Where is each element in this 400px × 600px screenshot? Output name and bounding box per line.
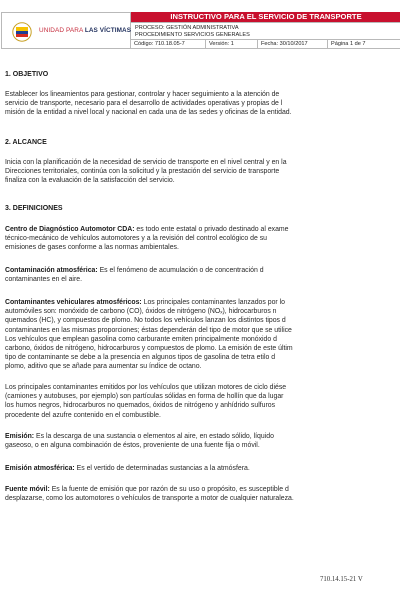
- document-meta-row: [131, 39, 400, 50]
- definition-term: Fuente móvil:: [5, 486, 50, 493]
- text-line: Los vehículos que emplean gasolina como carburante emiten principalmente monóxido d: [5, 335, 277, 343]
- definition-emision: [5, 432, 400, 450]
- text-line: los humos negros, hidrocarburos no quemados, óxidos de nitrógeno y anhídrido sulfuros: [5, 402, 276, 410]
- text-line: Los principales contaminantes emitidos por los vehículos que utilizan motores de ciclo diése: [5, 384, 287, 391]
- text-line: finaliza con la evaluación de la satisfacción del servicio.: [5, 177, 175, 185]
- definition-cda: [5, 225, 400, 253]
- section-text-objetivo: [5, 90, 400, 118]
- logo-cell: [1, 12, 131, 49]
- text-line: tipo de contaminante se debe a la presencia en algunos tipos de gasolina de tetra etilo d: [5, 354, 276, 362]
- text-line: misión de la entidad a nivel local y nacional en cada una de las sedes y oficinas de la entidad.: [5, 109, 292, 117]
- text-line: plomo, aditivo que se añade para aumentar su índice de octano.: [5, 363, 202, 371]
- definition-term: Emisión:: [5, 433, 35, 440]
- document-version: Versión: 1: [206, 40, 258, 50]
- text-line: técnico-mecánico de vehículos automotores y a la revisión del control ecológico de su: [5, 235, 267, 243]
- text-line: contaminantes en las mismas proporciones; éstas dependerán del tipo de motor que se utilice: [5, 326, 292, 334]
- definition-text: Los principales contaminantes lanzados por lo: [141, 299, 285, 306]
- section-heading-definiciones: 3. DEFINICIONES: [5, 205, 63, 212]
- definition-term: Emisión atmosférica:: [5, 465, 75, 472]
- text-line: Establecer los lineamientos para gestionar, controlar y hacer seguimiento a la atención de: [5, 91, 280, 98]
- text-line: procedente del azufre contenido en el combustible.: [5, 411, 161, 419]
- text-line: carbono, óxidos de nitrógeno, hidrocarburos y compuestos de plomo. La emisión de este últim: [5, 345, 293, 353]
- text-line: gaseoso, o en alguna combinación de éstos, proveniente de una fuente fija o móvil.: [5, 442, 260, 450]
- document-code: Código: 710.18.05-7: [131, 40, 206, 50]
- definition-term: Centro de Diagnóstico Automotor CDA:: [5, 226, 135, 233]
- definition-contaminacion-atmosferica: [5, 266, 400, 284]
- definition-emision-atmosferica: [5, 464, 400, 473]
- text-line: desplazarse, como los automotores o vehículos de transporte a motor de cualquier naturaleza.: [5, 495, 294, 503]
- colombia-emblem-icon: [12, 22, 32, 42]
- procedure-label: PROCEDIMIENTO SERVICIOS GENERALES: [135, 31, 250, 38]
- section-heading-alcance: 2. ALCANCE: [5, 139, 47, 146]
- logo-emphasis: LAS VÍCTIMAS: [84, 27, 132, 34]
- definition-text: Es el fenómeno de acumulación o de concentración d: [97, 267, 264, 274]
- text-line: servicio de transporte, necesario para el desarrollo de actividades operativas y propias de l: [5, 100, 283, 108]
- paragraph-diesel-contaminants: [5, 383, 400, 420]
- definition-term: Contaminación atmosférica:: [5, 267, 98, 274]
- definition-text: Es la fuente de emisión que por razón de su uso o propósito, es susceptible d: [49, 486, 289, 493]
- definition-contaminantes-vehiculares: [5, 298, 400, 372]
- document-info-block: [131, 22, 400, 49]
- definition-term: Contaminantes vehiculares atmosféricos:: [5, 299, 142, 306]
- definition-text: es todo ente estatal o privado destinado al exame: [134, 226, 289, 233]
- section-text-alcance: [5, 158, 400, 186]
- document-title: INSTRUCTIVO PARA EL SERVICIO DE TRANSPORTE: [131, 12, 400, 22]
- definition-text: Es la descarga de una sustancia o elementos al aire, en estado sólido, líquido: [34, 433, 274, 440]
- document-date: Fecha: 30/10/2017: [258, 40, 328, 50]
- text-line: Direcciones territoriales, continúa con la solicitud y la prestación del servicio de transporte: [5, 168, 280, 176]
- text-line: (camiones y autobuses, por ejemplo) son partículas sólidas en forma de hollín que da lugar: [5, 393, 284, 401]
- text-line: Inicia con la planificación de la necesidad de servicio de transporte en el nivel central y en la: [5, 159, 287, 166]
- logo-prefix: UNIDAD PARA: [39, 27, 85, 34]
- text-line: automóviles son: monóxido de carbono (CO), óxidos de nitrógeno (NOₓ), hidrocarburos n: [5, 308, 277, 316]
- page-number: Página 1 de 7: [331, 40, 366, 47]
- text-line: quemados (HC), y compuestos de plomo. No todos los vehículos lanzan los distintos tipos d: [5, 317, 286, 325]
- document-header: [1, 12, 400, 49]
- definition-fuente-movil: [5, 485, 400, 503]
- footer-document-code: 710.14.15-21 V: [320, 576, 363, 583]
- definition-text: Es el vertido de determinadas sustancias a la atmósfera.: [74, 465, 250, 472]
- process-label: PROCESO: GESTIÓN ADMINISTRATIVA: [135, 25, 239, 31]
- logo-text: [39, 27, 131, 34]
- section-heading-objetivo: 1. OBJETIVO: [5, 71, 49, 78]
- text-line: contaminantes en el aire.: [5, 276, 82, 284]
- text-line: emisiones de gases conforme a las normas ambientales.: [5, 244, 179, 252]
